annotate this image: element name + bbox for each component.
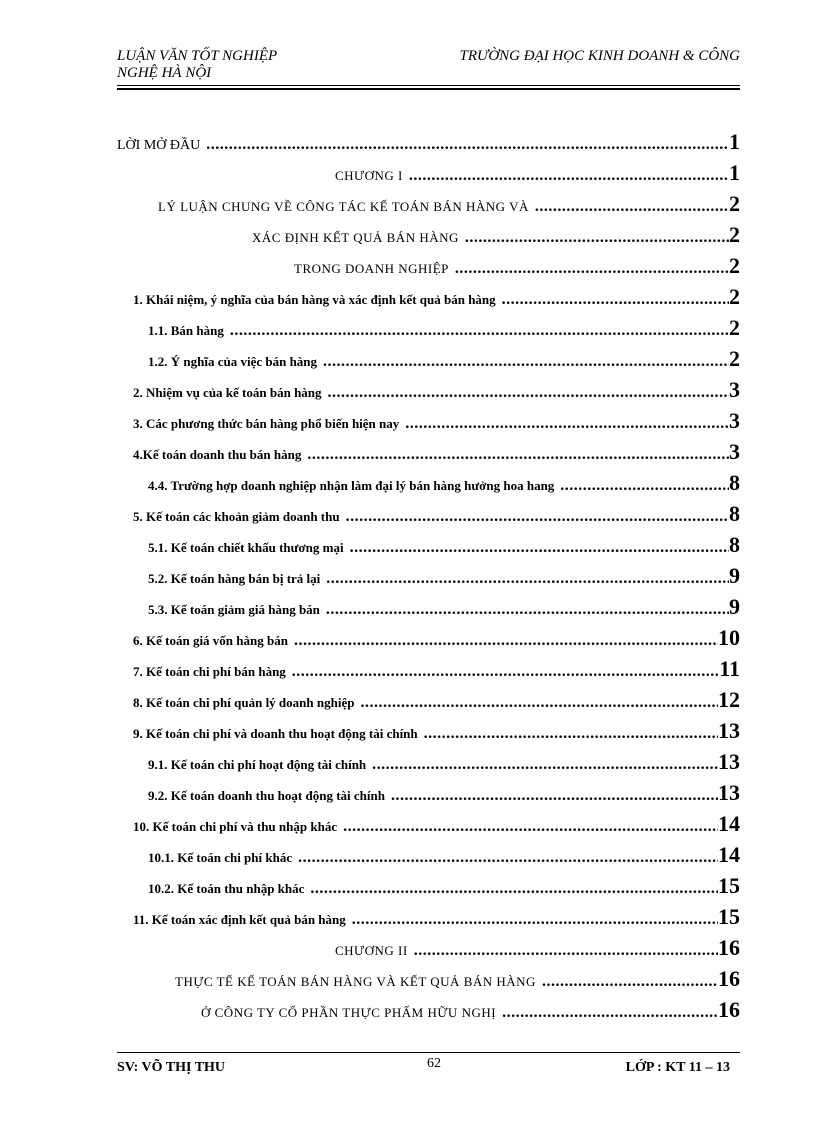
toc-leader-dots [326, 570, 729, 588]
toc-entry-title: 10. Kế toán chi phí và thu nhập khác [133, 819, 338, 834]
toc-entry[interactable] [148, 594, 740, 620]
toc-entry-title: 11. Kế toán xác định kết quả bán hàng [133, 912, 346, 927]
toc-entry[interactable] [133, 718, 740, 744]
toc-entry-title: TRONG DOANH NGHIỆP [294, 261, 449, 276]
toc-entry[interactable] [158, 191, 740, 217]
toc-leader-dots [352, 911, 718, 929]
toc-entry-title: 9.2. Kế toán doanh thu hoạt động tài chính [148, 788, 385, 803]
toc-leader-dots [391, 787, 718, 805]
toc-entry[interactable] [133, 904, 740, 930]
toc-entry[interactable] [201, 997, 740, 1023]
toc-entry-page: 2 [729, 191, 740, 216]
toc-entry-page: 10 [718, 625, 740, 650]
toc-entry[interactable] [148, 780, 740, 806]
toc-leader-dots [230, 322, 729, 340]
toc-entry[interactable] [133, 439, 740, 465]
toc-entry-title: 9. Kế toán chi phí và doanh thu hoạt động tài chính [133, 726, 418, 741]
toc-leader-dots [310, 880, 718, 898]
toc-entry[interactable] [148, 749, 740, 775]
toc-entry[interactable] [133, 687, 740, 713]
toc-entry-title: 4.Kế toán doanh thu bán hàng [133, 447, 302, 462]
toc-leader-dots [502, 291, 729, 309]
toc-entry-title: 1. Khái niệm, ý nghĩa của bán hàng và xác định kết quả bán hàng [133, 292, 496, 307]
toc-entry-title: 8. Kế toán chi phí quản lý doanh nghiệp [133, 695, 355, 710]
toc-entry[interactable] [148, 532, 740, 558]
toc-entry-page: 8 [729, 532, 740, 557]
toc-entry-title: 5.3. Kế toán giảm giá hàng bán [148, 602, 320, 617]
toc-entry[interactable] [133, 408, 740, 434]
toc-entry-page: 15 [718, 873, 740, 898]
toc-entry-page: 1 [729, 129, 740, 154]
toc-entry-page: 3 [729, 439, 740, 464]
toc-entry-title: 5. Kế toán các khoản giảm doanh thu [133, 509, 340, 524]
footer-student-name: SV: VÕ THỊ THU [117, 1060, 226, 1075]
toc-entry-page: 9 [729, 594, 740, 619]
toc-entry[interactable] [133, 377, 740, 403]
toc-entry-page: 13 [718, 749, 740, 774]
toc-entry-page: 9 [729, 563, 740, 588]
toc-entry-title: 7. Kế toán chi phí bán hàng [133, 664, 286, 679]
toc-entry-page: 2 [729, 346, 740, 371]
toc-entry[interactable] [252, 222, 740, 248]
toc-entry[interactable] [148, 315, 740, 341]
toc-leader-dots [424, 725, 718, 743]
toc-entry-page: 1 [729, 160, 740, 185]
toc-leader-dots [414, 942, 718, 960]
toc-entry-page: 13 [718, 718, 740, 743]
toc-entry[interactable] [148, 873, 740, 899]
toc-entry-page: 16 [718, 966, 740, 991]
toc-entry-title: CHƯƠNG I [335, 168, 403, 183]
toc-entry-page: 13 [718, 780, 740, 805]
toc-entry-title: 9.1. Kế toán chi phí hoạt động tài chính [148, 757, 367, 772]
toc-entry[interactable] [148, 563, 740, 589]
toc-entry-title: 1.2. Ý nghĩa của việc bán hàng [148, 354, 318, 369]
toc-entry[interactable] [148, 470, 740, 496]
header-left-line2: NGHỆ HÀ NỘI [117, 65, 212, 81]
toc-leader-dots [535, 198, 729, 216]
toc-entry-title: LỜI MỞ ĐẦU [117, 138, 201, 153]
footer-class: LỚP : KT 11 – 13 [625, 1060, 730, 1075]
toc-entry[interactable] [133, 284, 740, 310]
toc-entry-title: CHƯƠNG II [335, 943, 408, 958]
toc-entry[interactable] [335, 935, 740, 961]
toc-leader-dots [372, 756, 718, 774]
toc-entry-title: 5.1. Kế toán chiết khấu thương mại [148, 540, 344, 555]
toc-entry-page: 2 [729, 315, 740, 340]
header-right: TRƯỜNG ĐẠI HỌC KINH DOANH & CÔNG [459, 48, 740, 64]
toc-entry[interactable] [117, 129, 740, 155]
toc-entry[interactable] [133, 625, 740, 651]
toc-entry-page: 16 [718, 935, 740, 960]
toc-entry-page: 15 [718, 904, 740, 929]
toc-entry-page: 2 [729, 222, 740, 247]
toc-leader-dots [323, 353, 729, 371]
toc-entry-page: 12 [718, 687, 740, 712]
toc-leader-dots [360, 694, 718, 712]
toc-entry-title: THỰC TẾ KẾ TOÁN BÁN HÀNG VÀ KẾT QUẢ BÁN HÀNG [175, 974, 536, 989]
toc-entry-page: 8 [729, 470, 740, 495]
toc-entry-title: 6. Kế toán giá vốn hàng bán [133, 633, 288, 648]
toc-leader-dots [542, 973, 718, 991]
toc-leader-dots [409, 167, 729, 185]
toc-leader-dots [560, 477, 729, 495]
toc-leader-dots [465, 229, 729, 247]
toc-entry-title: 5.2. Kế toán hàng bán bị trả lại [148, 571, 321, 586]
toc-entry-page: 14 [718, 842, 740, 867]
toc-leader-dots [298, 849, 718, 867]
toc-entry-page: 3 [729, 408, 740, 433]
footer-rule [117, 1052, 740, 1053]
toc-entry-page: 16 [718, 997, 740, 1022]
toc-entry[interactable] [133, 656, 740, 682]
toc-entry-page: 14 [718, 811, 740, 836]
toc-leader-dots [502, 1004, 718, 1022]
toc-entry[interactable] [148, 346, 740, 372]
toc-leader-dots [294, 632, 718, 650]
toc-entry-title: XÁC ĐỊNH KẾT QUẢ BÁN HÀNG [252, 230, 459, 245]
toc-entry-page: 8 [729, 501, 740, 526]
toc-entry-page: 2 [729, 253, 740, 278]
toc-leader-dots [343, 818, 718, 836]
toc-entry-title: 4.4. Trường hợp doanh nghiệp nhận làm đại lý bán hàng hưởng hoa hang [148, 478, 555, 493]
toc-entry[interactable] [133, 501, 740, 527]
footer-page-number: 62 [427, 1056, 441, 1071]
toc-leader-dots [326, 601, 729, 619]
toc-entry[interactable] [294, 253, 740, 279]
toc-entry-title: 3. Các phương thức bán hàng phổ biến hiện nay [133, 416, 400, 431]
toc-leader-dots [346, 508, 729, 526]
toc-entry-title: 10.2. Kế toán thu nhập khác [148, 881, 305, 896]
toc-leader-dots [206, 136, 729, 154]
toc-entry-page: 3 [729, 377, 740, 402]
toc-entry-page: 2 [729, 284, 740, 309]
toc-leader-dots [350, 539, 729, 557]
toc-entry[interactable] [148, 842, 740, 868]
toc-entry-page: 11 [719, 656, 740, 681]
header-left-line1: LUẬN VĂN TỐT NGHIỆP [117, 48, 278, 64]
toc-entry[interactable] [175, 966, 740, 992]
toc-leader-dots [307, 446, 729, 464]
toc-entry-title: Ở CÔNG TY CỔ PHẦN THỰC PHẨM HỮU NGHỊ [201, 1005, 497, 1020]
toc-leader-dots [292, 663, 719, 681]
toc-leader-dots [405, 415, 729, 433]
toc-leader-dots [455, 260, 729, 278]
toc-entry-title: LÝ LUẬN CHUNG VỀ CÔNG TÁC KẾ TOÁN BÁN HÀNG VÀ [158, 199, 529, 214]
toc-entry-title: 1.1. Bán hàng [148, 323, 224, 338]
toc-entry-title: 2. Nhiệm vụ của kế toán bán hàng [133, 385, 322, 400]
toc-entry[interactable] [133, 811, 740, 837]
toc-leader-dots [328, 384, 729, 402]
toc-entry-title: 10.1. Kế toán chi phí khác [148, 850, 293, 865]
toc-entry[interactable] [335, 160, 740, 186]
